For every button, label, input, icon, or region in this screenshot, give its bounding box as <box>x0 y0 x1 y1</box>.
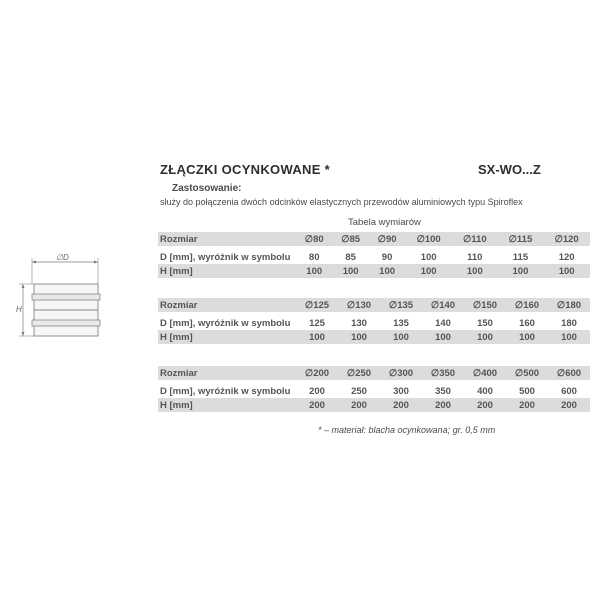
size-cell: ∅135 <box>380 298 422 312</box>
diameter-label: ∅D <box>56 253 69 262</box>
height-cell: 100 <box>498 264 544 278</box>
size-row-label: Rozmiar <box>158 366 296 380</box>
usage-label: Zastosowanie: <box>172 183 242 194</box>
diameter-row-label: D [mm], wyróżnik w symbolu <box>160 317 291 329</box>
size-cell: ∅200 <box>296 366 338 380</box>
diameter-cell: 300 <box>393 385 409 397</box>
product-title: ZŁĄCZKI OCYNKOWANE * <box>160 162 330 177</box>
size-cell: ∅150 <box>464 298 506 312</box>
size-cell: ∅600 <box>548 366 590 380</box>
diameter-cell: 140 <box>435 317 451 329</box>
size-cell: ∅140 <box>422 298 464 312</box>
size-cell: ∅400 <box>464 366 506 380</box>
diameter-row <box>158 384 590 398</box>
size-cell: ∅180 <box>548 298 590 312</box>
diameter-cell: 400 <box>477 385 493 397</box>
size-cell: ∅115 <box>498 232 544 246</box>
size-cell: ∅125 <box>296 298 338 312</box>
diameter-cell: 200 <box>309 385 325 397</box>
height-row-label: H [mm] <box>158 330 296 344</box>
diameter-cell: 120 <box>558 251 575 263</box>
size-cell: ∅300 <box>380 366 422 380</box>
diameter-cell: 90 <box>381 251 393 263</box>
size-cell: ∅90 <box>369 232 405 246</box>
diameter-cell: 130 <box>351 317 367 329</box>
height-cell: 100 <box>296 264 332 278</box>
diameter-row-label: D [mm], wyróżnik w symbolu <box>160 385 291 397</box>
diameter-row-label: D [mm], wyróżnik w symbolu <box>160 251 291 263</box>
size-row-label: Rozmiar <box>158 232 296 246</box>
height-cell: 100 <box>405 264 452 278</box>
diameter-cell: 85 <box>345 251 356 263</box>
diameter-cell: 500 <box>519 385 535 397</box>
height-row <box>158 330 590 344</box>
diameter-cell: 600 <box>561 385 577 397</box>
height-cell: 100 <box>543 264 590 278</box>
usage-text: służy do połączenia dwóch odcinków elastycznych przewodów aluminiowych typu Spiroflex <box>160 197 523 207</box>
height-cell: 100 <box>332 264 368 278</box>
height-cell: 100 <box>369 264 405 278</box>
height-row <box>158 398 590 412</box>
dimensions-table-2 <box>158 298 590 344</box>
height-cell: 200 <box>380 398 422 412</box>
height-cell: 100 <box>380 330 422 344</box>
diameter-cell: 150 <box>477 317 493 329</box>
size-cell: ∅130 <box>338 298 380 312</box>
height-row-label: H [mm] <box>158 264 296 278</box>
diameter-cell: 180 <box>561 317 577 329</box>
size-cell: ∅100 <box>405 232 452 246</box>
size-cell: ∅500 <box>506 366 548 380</box>
height-cell: 100 <box>338 330 380 344</box>
diameter-cell: 125 <box>309 317 325 329</box>
diameter-row <box>158 250 590 264</box>
height-cell: 200 <box>506 398 548 412</box>
height-cell: 100 <box>452 264 498 278</box>
diameter-cell: 250 <box>351 385 367 397</box>
size-row <box>158 366 590 380</box>
height-cell: 200 <box>464 398 506 412</box>
size-row <box>158 232 590 246</box>
diameter-cell: 100 <box>420 251 437 263</box>
size-cell: ∅110 <box>452 232 498 246</box>
product-code: SX-WO...Z <box>478 162 541 177</box>
height-row <box>158 264 590 278</box>
size-row-label: Rozmiar <box>158 298 296 312</box>
table-title: Tabela wymiarów <box>348 217 421 228</box>
diameter-row <box>158 316 590 330</box>
height-cell: 200 <box>338 398 380 412</box>
diameter-cell: 110 <box>467 251 483 263</box>
size-cell: ∅250 <box>338 366 380 380</box>
height-cell: 100 <box>296 330 338 344</box>
diameter-cell: 80 <box>308 251 320 263</box>
size-cell: ∅350 <box>422 366 464 380</box>
height-cell: 100 <box>506 330 548 344</box>
size-cell: ∅120 <box>543 232 590 246</box>
height-cell: 200 <box>548 398 590 412</box>
height-cell: 100 <box>464 330 506 344</box>
height-cell: 100 <box>548 330 590 344</box>
size-row <box>158 298 590 312</box>
connector-drawing <box>18 248 108 348</box>
diameter-cell: 115 <box>512 251 529 263</box>
diameter-cell: 350 <box>435 385 451 397</box>
dimensions-table-1 <box>158 232 590 278</box>
size-cell: ∅160 <box>506 298 548 312</box>
height-cell: 100 <box>422 330 464 344</box>
material-note: * – materiał: blacha ocynkowana; gr. 0,5 mm <box>318 425 496 435</box>
diameter-cell: 160 <box>519 317 535 329</box>
height-row-label: H [mm] <box>158 398 296 412</box>
size-cell: ∅80 <box>296 232 332 246</box>
dimensions-table-3 <box>158 366 590 412</box>
height-cell: 200 <box>422 398 464 412</box>
height-label: H <box>16 305 22 314</box>
diameter-cell: 135 <box>393 317 409 329</box>
height-cell: 200 <box>296 398 338 412</box>
size-cell: ∅85 <box>332 232 368 246</box>
